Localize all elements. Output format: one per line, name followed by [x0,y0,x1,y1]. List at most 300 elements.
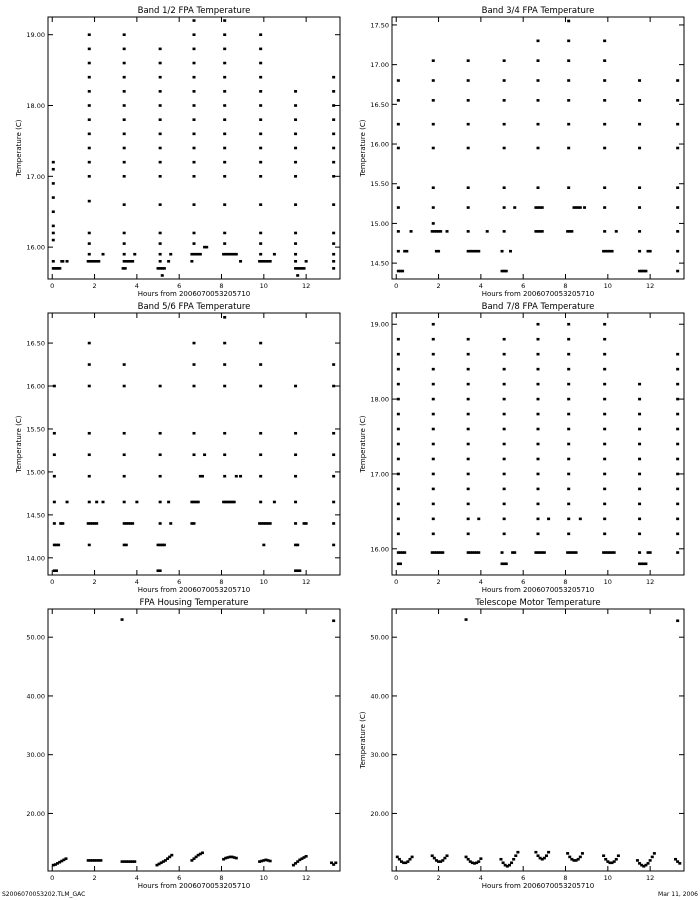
data-point [88,133,91,136]
data-point [223,316,226,319]
data-point [467,59,470,62]
y-axis-label: Temperature (C) [359,415,367,473]
x-tick-label: 2 [436,282,441,290]
y-tick-label: 14.00 [26,554,45,563]
data-point [298,569,301,572]
data-point [499,858,502,861]
data-point [159,62,162,65]
data-point [638,458,641,461]
data-point [676,473,679,476]
data-point [123,161,126,164]
data-point [638,250,641,253]
data-point [603,428,606,431]
data-point [567,147,570,150]
data-point [503,428,506,431]
x-tick-label: 0 [50,282,55,290]
x-tick-label: 6 [177,874,182,882]
data-point [676,99,679,102]
data-point [397,398,400,401]
data-point [676,353,679,356]
data-point [441,551,444,554]
data-point [397,383,400,386]
data-point [503,383,506,386]
data-point [567,20,570,23]
y-tick-label: 19.00 [26,31,45,40]
data-point [53,385,56,388]
data-point [467,79,470,82]
data-point [676,503,679,506]
data-point [432,206,435,209]
data-point [567,428,570,431]
data-point [159,501,162,504]
chart-6 [359,598,684,890]
data-point [294,118,297,121]
data-point [294,522,297,525]
data-point [259,62,262,65]
data-point [465,618,468,621]
x-tick-label: 0 [394,874,399,882]
data-point [223,62,226,65]
data-point [676,147,679,150]
data-point [159,260,162,263]
data-point [537,353,540,356]
data-point [159,161,162,164]
data-point [205,246,208,249]
data-point [397,368,400,371]
data-point [233,501,236,504]
data-point [541,230,544,233]
data-point [432,338,435,341]
data-point [159,147,162,150]
data-point [52,225,55,228]
data-point [638,473,641,476]
chart-5 [26,598,340,890]
data-point [467,368,470,371]
data-point [638,99,641,102]
data-point [503,230,506,233]
data-point [432,123,435,126]
x-tick-label: 6 [521,578,526,586]
data-point [603,413,606,416]
data-point [678,862,681,865]
data-point [121,618,124,621]
data-point [638,443,641,446]
data-point [159,253,162,256]
data-point [159,90,162,93]
data-point [88,242,91,245]
data-point [397,533,400,536]
data-point [503,533,506,536]
data-point [603,353,606,356]
data-point [193,385,196,388]
data-point [305,522,308,525]
data-point [223,363,226,366]
data-point [603,398,606,401]
data-point [467,147,470,150]
data-point [223,475,226,478]
x-axis-label: Hours from 2006070053205710 [481,586,595,594]
data-point [397,518,400,521]
data-point [332,619,335,622]
y-tick-label: 15.00 [370,219,389,228]
data-point [397,338,400,341]
data-point [615,858,618,861]
data-point [332,76,335,79]
data-point [575,551,578,554]
data-point [57,544,60,547]
data-point [193,19,196,22]
data-point [123,385,126,388]
data-point [397,250,400,253]
data-point [437,250,440,253]
y-tick-label: 17.00 [370,61,389,70]
data-point [617,854,620,857]
data-point [467,473,470,476]
data-point [644,270,647,273]
data-point [432,383,435,386]
x-tick-label: 10 [259,578,268,586]
data-point [479,857,482,860]
data-point [131,260,134,263]
data-point [397,79,400,82]
data-point [61,260,64,263]
data-point [223,147,226,150]
data-point [503,353,506,356]
data-point [405,250,408,253]
data-point [223,76,226,79]
data-point [305,260,308,263]
data-point [88,62,91,65]
data-point [294,385,297,388]
data-point [332,453,335,456]
data-point [294,475,297,478]
data-point [193,522,196,525]
data-point [467,858,470,861]
data-point [102,253,105,256]
data-point [537,443,540,446]
data-point [193,363,196,366]
data-point [58,267,61,270]
x-tick-label: 4 [134,874,139,882]
data-point [537,368,540,371]
data-point [567,79,570,82]
data-point [567,59,570,62]
data-point [432,186,435,189]
data-point [547,851,550,854]
y-tick-label: 30.00 [26,751,45,760]
data-point [503,503,506,506]
data-point [259,161,262,164]
data-point [193,175,196,178]
data-point [638,230,641,233]
data-point [199,253,202,256]
data-point [125,544,128,547]
data-point [190,260,193,263]
data-point [397,147,400,150]
data-point [477,860,480,863]
data-point [603,503,606,506]
data-point [159,232,162,235]
data-point [133,253,136,256]
data-point [294,133,297,136]
data-point [638,428,641,431]
data-point [503,206,506,209]
data-point [259,242,262,245]
data-point [579,206,582,209]
y-tick-label: 15.00 [26,468,45,477]
data-point [397,353,400,356]
data-point [223,48,226,51]
data-point [537,488,540,491]
data-point [332,203,335,206]
plot-frame [392,609,684,871]
data-point [638,518,641,521]
data-point [613,860,616,863]
data-point [259,147,262,150]
data-point [88,147,91,150]
data-point [123,33,126,36]
data-point [503,338,506,341]
chart-title: Band 5/6 FPA Temperature [137,302,251,312]
y-tick-label: 17.50 [370,21,389,30]
chart-title: FPA Housing Temperature [139,598,249,608]
data-point [503,398,506,401]
data-point [159,385,162,388]
data-point [638,206,641,209]
data-point [465,856,468,859]
data-point [135,501,138,504]
data-point [294,104,297,107]
data-point [159,569,162,572]
data-point [259,90,262,93]
data-point [467,230,470,233]
data-point [503,123,506,126]
data-point [259,363,262,366]
x-tick-label: 8 [563,874,568,882]
data-point [432,413,435,416]
data-point [239,475,242,478]
data-point [432,428,435,431]
plot-frame [48,313,340,575]
data-point [99,859,102,862]
data-point [259,133,262,136]
data-point [567,473,570,476]
data-point [653,852,656,855]
data-point [294,232,297,235]
data-point [503,488,506,491]
data-point [55,569,58,572]
data-point [88,363,91,366]
chart-title: Band 7/8 FPA Temperature [481,302,595,312]
data-point [431,854,434,857]
x-tick-label: 6 [521,282,526,290]
data-point [193,161,196,164]
x-tick-label: 4 [134,282,139,290]
data-point [97,260,100,263]
data-point [223,432,226,435]
data-point [123,501,126,504]
x-tick-label: 6 [177,578,182,586]
data-point [332,118,335,121]
chart-2 [359,6,684,298]
data-point [602,854,605,857]
data-point [332,385,335,388]
data-point [159,522,162,525]
data-point [537,533,540,536]
data-point [603,123,606,126]
data-point [332,260,335,263]
data-point [193,90,196,93]
footer-filename: S2006070053202.TLM_GAC [2,891,86,898]
data-point [432,503,435,506]
y-tick-label: 14.50 [370,259,389,268]
data-point [123,253,126,256]
data-point [676,368,679,371]
data-point [541,206,544,209]
data-point [603,99,606,102]
data-point [537,518,540,521]
data-point [332,432,335,435]
data-point [577,858,580,861]
data-point [203,453,206,456]
data-point [638,398,641,401]
data-point [66,501,69,504]
data-point [567,443,570,446]
data-point [567,518,570,521]
data-point [123,147,126,150]
data-point [579,856,582,859]
data-point [88,161,91,164]
data-point [52,161,55,164]
data-point [567,533,570,536]
data-point [567,368,570,371]
chart-title: Band 3/4 FPA Temperature [481,6,595,16]
data-point [570,230,573,233]
data-point [88,432,91,435]
data-point [676,123,679,126]
data-point [502,861,505,864]
data-point [432,398,435,401]
data-point [537,147,540,150]
y-tick-label: 16.00 [370,140,389,149]
y-tick-label: 18.00 [370,395,389,404]
data-point [567,99,570,102]
data-point [53,432,56,435]
data-point [537,323,540,326]
data-point [131,522,134,525]
data-point [581,852,584,855]
data-point [88,175,91,178]
data-point [567,503,570,506]
data-point [88,232,91,235]
data-point [123,48,126,51]
data-point [235,475,238,478]
data-point [269,522,272,525]
data-point [503,147,506,150]
x-tick-label: 10 [259,282,268,290]
data-point [52,210,55,213]
data-point [638,186,641,189]
y-tick-label: 16.00 [26,382,45,391]
data-point [638,488,641,491]
data-point [503,413,506,416]
data-point [124,267,127,270]
data-point [467,518,470,521]
x-tick-label: 2 [92,578,97,586]
data-point [537,40,540,43]
data-point [396,856,399,859]
x-tick-label: 10 [603,578,612,586]
data-point [411,856,414,859]
data-point [537,854,540,857]
y-tick-label: 40.00 [26,692,45,701]
data-point [401,270,404,273]
y-tick-label: 16.00 [370,545,389,554]
data-point [88,200,91,203]
data-point [603,230,606,233]
data-point [537,123,540,126]
data-point [503,186,506,189]
data-point [603,79,606,82]
y-axis-label: Temperature (C) [359,119,367,177]
y-tick-label: 40.00 [370,692,389,701]
data-point [446,230,449,233]
data-point [64,857,67,860]
data-point [223,90,226,93]
data-point [603,383,606,386]
data-point [486,230,489,233]
data-point [467,99,470,102]
data-point [167,501,170,504]
data-point [397,230,400,233]
data-point [566,852,569,855]
data-point [223,453,226,456]
footer-date: Mar 11, 2006 [658,891,698,898]
data-point [676,413,679,416]
data-point [133,860,136,863]
data-point [537,413,540,416]
data-point [432,368,435,371]
y-tick-label: 20.00 [26,809,45,818]
data-point [334,861,337,864]
data-point [503,79,506,82]
data-point [332,363,335,366]
data-point [193,453,196,456]
data-point [332,175,335,178]
data-point [269,260,272,263]
data-point [638,551,641,554]
data-point [537,79,540,82]
data-point [603,473,606,476]
data-point [88,118,91,121]
data-point [537,99,540,102]
data-point [467,338,470,341]
data-point [397,503,400,506]
data-point [223,161,226,164]
data-point [603,488,606,491]
data-point [537,473,540,476]
data-point [397,443,400,446]
data-point [649,551,652,554]
chart-4 [359,302,684,594]
data-point [567,123,570,126]
data-point [433,857,436,860]
data-point [406,860,409,863]
data-point [159,76,162,79]
y-tick-label: 16.50 [370,100,389,109]
data-point [638,503,641,506]
data-point [505,562,508,565]
